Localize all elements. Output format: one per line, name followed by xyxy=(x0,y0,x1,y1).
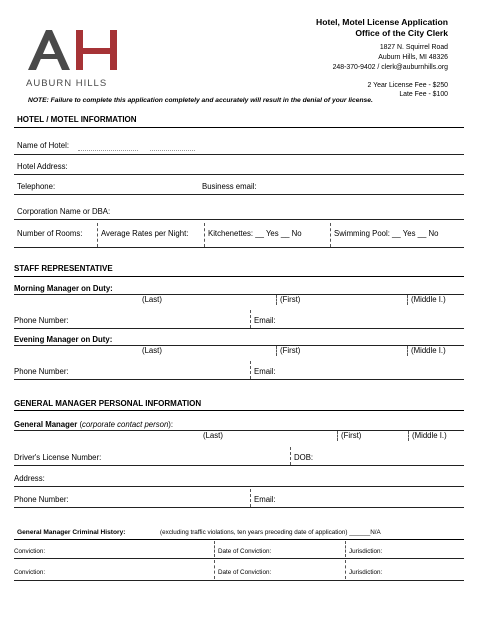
conviction-field-2[interactable] xyxy=(14,580,464,581)
divider xyxy=(14,276,464,277)
contact-info: 248-370-9402 / clerk@auburnhills.org xyxy=(332,64,448,71)
rooms-row-field[interactable] xyxy=(14,247,464,248)
notice-text: NOTE: Failure to complete this application completely and accurately will result in the denial of your license. xyxy=(28,97,373,104)
column-divider xyxy=(345,560,346,579)
last-name-hint: (Last) xyxy=(203,431,223,440)
phone-label: Phone Number: xyxy=(14,367,69,376)
gm-address-field[interactable] xyxy=(14,486,464,487)
first-name-hint: (First) xyxy=(280,295,301,304)
column-divider xyxy=(250,310,251,328)
middle-initial-hint: (Middle I.) xyxy=(412,431,447,440)
rooms-label: Number of Rooms: xyxy=(17,229,83,238)
conviction-label: Conviction: xyxy=(14,548,46,555)
column-divider xyxy=(330,223,331,247)
column-divider xyxy=(290,447,291,465)
gm-label-bold: General Manager xyxy=(14,420,78,429)
divider xyxy=(14,410,464,411)
corporation-label: Corporation Name or DBA: xyxy=(17,207,111,216)
gm-label-paren-open: ( xyxy=(77,420,83,429)
rates-label: Average Rates per Night: xyxy=(101,229,189,238)
criminal-history-description: (excluding traffic violations, ten years preceding date of application) ______N/A xyxy=(160,529,381,536)
column-divider xyxy=(337,431,338,441)
jurisdiction-label: Jurisdiction: xyxy=(349,569,383,576)
section-staff-heading: STAFF REPRESENTATIVE xyxy=(14,264,113,273)
gm-address-label: Address: xyxy=(14,474,45,483)
column-divider xyxy=(407,346,408,356)
divider xyxy=(14,127,464,128)
late-fee: Late Fee - $100 xyxy=(399,91,448,98)
hotel-address-label: Hotel Address: xyxy=(17,162,68,171)
gm-label-paren-close: ): xyxy=(168,420,174,429)
phone-label: Phone Number: xyxy=(14,495,69,504)
address-line-1: 1827 N. Squirrel Road xyxy=(379,44,448,51)
logo-text: AUBURN HILLS xyxy=(26,78,108,89)
conviction-date-label: Date of Conviction: xyxy=(218,569,272,576)
column-divider xyxy=(345,541,346,557)
jurisdiction-label: Jurisdiction: xyxy=(349,548,383,555)
evening-manager-field[interactable] xyxy=(14,345,464,346)
column-divider xyxy=(276,346,277,356)
name-field-dots xyxy=(78,150,138,151)
hotel-name-label: Name of Hotel: xyxy=(17,141,70,150)
logo-mark-icon xyxy=(26,26,122,72)
form-title: Hotel, Motel License Application xyxy=(316,17,448,27)
middle-initial-hint: (Middle I.) xyxy=(411,295,446,304)
evening-manager-label: Evening Manager on Duty: xyxy=(14,335,113,344)
criminal-history-title: General Manager Criminal History: xyxy=(17,529,126,536)
column-divider xyxy=(408,431,409,441)
morning-manager-label: Morning Manager on Duty: xyxy=(14,284,113,293)
email-label: Email: xyxy=(254,316,276,325)
evening-contact-field[interactable] xyxy=(14,379,464,380)
column-divider xyxy=(204,223,205,247)
phone-label: Phone Number: xyxy=(14,316,69,325)
email-label: Email: xyxy=(254,367,276,376)
email-label: Email: xyxy=(254,495,276,504)
column-divider xyxy=(214,560,215,579)
gm-label-italic: corporate contact person xyxy=(82,420,169,429)
address-line-2: Auburn Hills, MI 48326 xyxy=(378,54,448,61)
telephone-email-field[interactable] xyxy=(14,194,464,195)
column-divider xyxy=(407,295,408,305)
hotel-name-field[interactable] xyxy=(14,154,464,155)
telephone-label: Telephone: xyxy=(17,182,56,191)
column-divider xyxy=(214,541,215,557)
gm-contact-field[interactable] xyxy=(14,507,464,508)
city-logo xyxy=(26,26,122,89)
conviction-field-1[interactable] xyxy=(14,558,464,559)
column-divider xyxy=(97,223,98,247)
column-divider xyxy=(250,489,251,507)
conviction-date-label: Date of Conviction: xyxy=(218,548,272,555)
license-fee: 2 Year License Fee - $250 xyxy=(367,82,448,89)
kitchenettes-option[interactable]: Kitchenettes: __ Yes __ No xyxy=(208,229,302,238)
first-name-hint: (First) xyxy=(280,346,301,355)
office-name: Office of the City Clerk xyxy=(355,28,448,38)
middle-initial-hint: (Middle I.) xyxy=(411,346,446,355)
gm-name-field[interactable] xyxy=(14,430,464,431)
last-name-hint: (Last) xyxy=(142,295,162,304)
license-dob-field[interactable] xyxy=(14,465,464,466)
column-divider xyxy=(276,295,277,305)
conviction-label: Conviction: xyxy=(14,569,46,576)
hotel-address-field[interactable] xyxy=(14,174,464,175)
column-divider xyxy=(250,361,251,379)
section-gm-heading: GENERAL MANAGER PERSONAL INFORMATION xyxy=(14,399,202,408)
dob-label: DOB: xyxy=(294,453,314,462)
morning-contact-field[interactable] xyxy=(14,328,464,329)
general-manager-label xyxy=(14,420,173,429)
first-name-hint: (First) xyxy=(341,431,362,440)
corporation-field[interactable] xyxy=(14,219,464,220)
swimming-pool-option[interactable]: Swimming Pool: __ Yes __ No xyxy=(334,229,439,238)
section-hotel-heading: HOTEL / MOTEL INFORMATION xyxy=(17,115,137,124)
divider xyxy=(14,539,464,540)
drivers-license-label: Driver's License Number: xyxy=(14,453,102,462)
last-name-hint: (Last) xyxy=(142,346,162,355)
morning-manager-field[interactable] xyxy=(14,294,464,295)
name-field-dots xyxy=(150,150,195,151)
business-email-label: Business email: xyxy=(202,182,257,191)
